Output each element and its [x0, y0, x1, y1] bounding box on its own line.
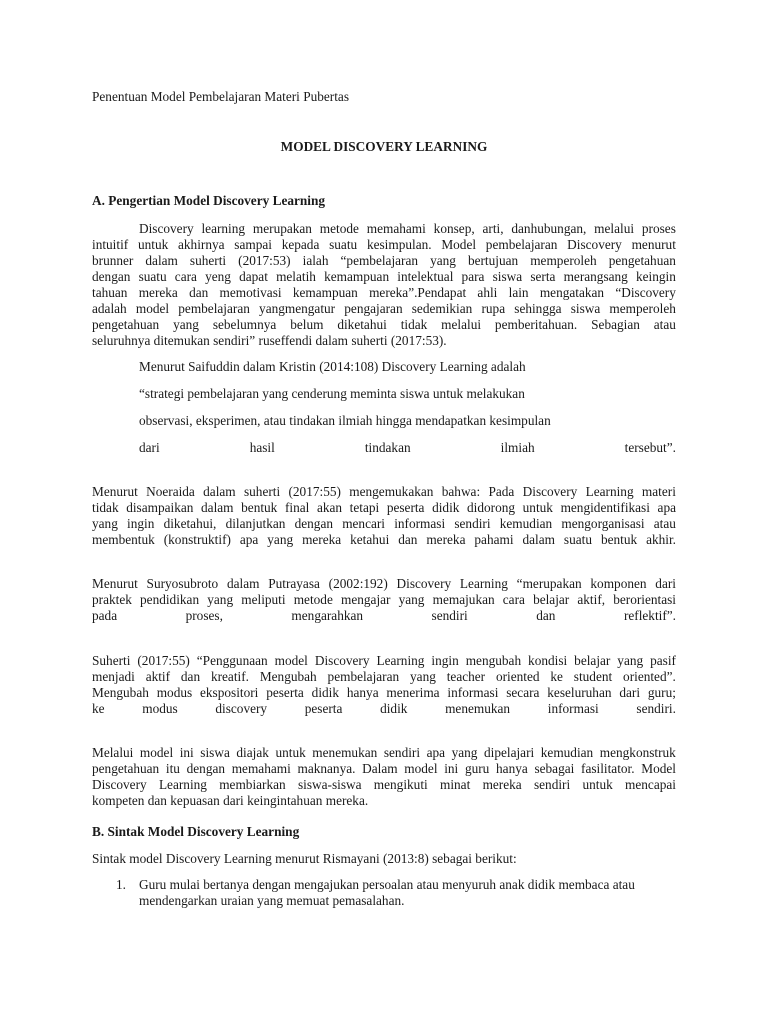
word: belajar: [533, 592, 570, 607]
word: siswa: [200, 745, 230, 760]
word: menerima: [386, 685, 440, 700]
word: ingin: [431, 653, 459, 668]
section-a-heading: A. Pengertian Model Discovery Learning: [92, 193, 326, 208]
word: pengetahuan: [608, 253, 676, 268]
word: Discovery: [92, 777, 147, 792]
word: mereka: [482, 777, 522, 792]
para3-line: [92, 576, 676, 592]
word: yang: [430, 253, 456, 268]
word: kesimpulan.: [366, 237, 432, 252]
word: intelektual: [397, 269, 454, 284]
word: Suherti: [92, 653, 131, 668]
word: akhir.: [646, 532, 676, 547]
word: mengorganisasi: [561, 516, 645, 531]
word: sebelumnya: [212, 317, 277, 332]
word: pendidikan: [140, 592, 200, 607]
word: model: [135, 301, 170, 316]
word: tetapi: [349, 500, 380, 515]
word: membentuk: [92, 532, 155, 547]
word: Noeraida: [146, 484, 195, 499]
word: pembelajaran: [327, 669, 400, 684]
word: suatu: [329, 237, 358, 252]
word: melalui: [441, 317, 482, 332]
word: pengetahuan: [92, 761, 160, 776]
word: modus: [156, 685, 193, 700]
word: kondisi: [528, 653, 568, 668]
word: akhirnya: [178, 237, 225, 252]
word: brunner: [92, 253, 134, 268]
word: siswa: [570, 301, 601, 316]
word: para: [461, 269, 485, 284]
word: dalam: [522, 532, 555, 547]
word: sendiri.: [636, 701, 676, 716]
word: model: [404, 761, 438, 776]
word: memahami: [366, 221, 426, 236]
para5-line: [92, 745, 676, 761]
word: menjadi: [92, 669, 135, 684]
word: maknanya.: [297, 761, 356, 776]
word: Discovery: [567, 237, 622, 252]
word: dalam: [226, 576, 260, 591]
word: dari: [139, 440, 160, 455]
word: proses: [641, 221, 676, 236]
word: tidak: [92, 500, 119, 515]
word: mereka: [426, 532, 466, 547]
word: itu: [165, 761, 180, 776]
section-b-intro: Sintak model Discovery Learning menurut Rismayani (2013:8) sebagai berikut:: [92, 851, 517, 866]
word: yang: [207, 592, 234, 607]
word: fasilitator.: [581, 761, 635, 776]
word: Mengubah: [259, 669, 317, 684]
word: akan: [316, 500, 343, 515]
word: mereka”.Pendapat: [369, 285, 467, 300]
word: keingin: [635, 269, 676, 284]
word: merupakan: [252, 221, 312, 236]
word: pahami: [474, 532, 514, 547]
word: dapat: [239, 269, 268, 284]
word: kemampuan: [292, 285, 358, 300]
para1-line: [92, 285, 676, 301]
word: Melalui: [92, 745, 134, 760]
word: didik: [432, 500, 460, 515]
word: kemampuan: [324, 269, 390, 284]
word: bentuk: [600, 532, 638, 547]
word: Putrayasa: [268, 576, 320, 591]
word: berorientasi: [613, 592, 676, 607]
word: pembelajaran: [485, 237, 558, 252]
word: dari: [619, 685, 641, 700]
word: ketahui: [350, 532, 390, 547]
word: komponen: [590, 576, 647, 591]
word: suherti: [243, 484, 281, 499]
word: (2017:53): [238, 253, 291, 268]
word: menemukan: [312, 745, 378, 760]
document-title: MODEL DISCOVERY LEARNING: [280, 139, 488, 154]
word: dalam: [203, 484, 236, 499]
word: sendiri: [454, 516, 491, 531]
word: minat: [439, 777, 471, 792]
word: sebagai: [534, 761, 575, 776]
word: siswa-siswa: [297, 777, 362, 792]
word: intuitif: [92, 237, 129, 252]
word: informasi: [547, 701, 599, 716]
word: ke: [550, 669, 563, 684]
word: guru: [464, 761, 490, 776]
word: discovery: [215, 701, 268, 716]
quote-line: “strategi pembelajaran yang cenderung meminta siswa untuk melakukan: [139, 386, 525, 401]
word: sedemikian: [411, 301, 473, 316]
word: cara: [174, 269, 197, 284]
word: mengatakan: [539, 285, 605, 300]
word: Learning: [376, 653, 425, 668]
word: mengubah: [465, 653, 522, 668]
para1-line: [92, 269, 676, 285]
word: keseluruhan: [547, 685, 612, 700]
word: oriented”.: [623, 669, 676, 684]
word: teacher: [446, 669, 486, 684]
para1-line: [92, 317, 676, 333]
word: yangmengatur: [259, 301, 336, 316]
quote-line: Menurut Saifuddin dalam Kristin (2014:108) Discovery Learning adalah: [139, 359, 526, 374]
word: mengajar: [341, 592, 391, 607]
word: Dalam: [362, 761, 398, 776]
para4-line: [92, 685, 676, 701]
word: tidak: [400, 317, 428, 332]
word: rupa: [481, 301, 506, 316]
word: praktek: [92, 592, 132, 607]
word: dari: [655, 576, 676, 591]
word: hanya: [346, 685, 379, 700]
list-item-line: Guru mulai bertanya dengan mengajukan persoalan atau menyuruh anak didik membaca atau: [139, 877, 635, 892]
word: metode: [293, 592, 333, 607]
para3-line: [92, 592, 676, 608]
word: yang: [92, 516, 118, 531]
word: ekspositori: [200, 685, 259, 700]
word: Learning: [158, 777, 207, 792]
word: dan: [189, 285, 209, 300]
word: apa: [657, 500, 676, 515]
word: didik: [380, 701, 408, 716]
word: modus: [142, 701, 178, 716]
word: dilanjutkan: [225, 516, 286, 531]
para5-line: [92, 777, 676, 793]
word: ahli: [477, 285, 498, 300]
word: learning: [201, 221, 246, 236]
word: model: [139, 745, 174, 760]
word: arti,: [482, 221, 504, 236]
quote-line: observasi, eksperimen, atau tindakan ilmiah hingga mendapatkan kesimpulan: [139, 413, 551, 428]
word: belajar: [574, 653, 611, 668]
word: belum: [290, 317, 324, 332]
word: untuk: [137, 237, 169, 252]
word: kemudian: [540, 745, 594, 760]
word: serta: [530, 269, 556, 284]
word: pengajaran: [344, 301, 403, 316]
para1-line: [92, 237, 676, 253]
word: final: [284, 500, 310, 515]
word: memperoleh: [530, 253, 597, 268]
word: melatih: [276, 269, 316, 284]
word: secara: [506, 685, 540, 700]
para1-line: [139, 221, 676, 237]
word: atau: [653, 317, 676, 332]
word: mencapai: [625, 777, 676, 792]
word: yang: [173, 317, 199, 332]
word: dengan: [186, 761, 226, 776]
word: diketahui,: [163, 516, 217, 531]
word: apa: [239, 532, 259, 547]
word: ilmiah: [500, 440, 535, 455]
word: Learning: [585, 484, 634, 499]
word: meliputi: [241, 592, 286, 607]
word: (2017:55): [288, 484, 341, 499]
word: pasif: [650, 653, 676, 668]
word: ingin: [127, 516, 155, 531]
word: materi: [641, 484, 676, 499]
word: disampaikan: [126, 500, 194, 515]
word: untuk: [275, 745, 306, 760]
word: peserta: [386, 500, 425, 515]
word: aktif,: [577, 592, 606, 607]
list-item-number: 1.: [116, 877, 126, 892]
word: proses,: [185, 608, 223, 623]
word: oriented: [495, 669, 540, 684]
word: Mengubah: [92, 685, 149, 700]
word: “pembelajaran: [340, 253, 419, 268]
word: yang: [410, 669, 436, 684]
word: yang: [617, 653, 644, 668]
para1-line: [92, 301, 676, 317]
word: untuk: [582, 777, 613, 792]
word: menemukan: [445, 701, 511, 716]
word: dipelajari: [484, 745, 535, 760]
word: memotivasi: [219, 285, 282, 300]
word: Discovery: [396, 576, 452, 591]
word: diajak: [236, 745, 269, 760]
para5-line: kompeten dan kepuasan dari keingintahuan mereka.: [92, 793, 369, 808]
word: sendiri: [533, 777, 571, 792]
word: mereka: [302, 532, 342, 547]
word: mereka: [138, 285, 178, 300]
word: didik: [311, 685, 340, 700]
para2-line: [92, 532, 676, 548]
word: sendiri: [431, 608, 468, 623]
word: untuk: [522, 500, 553, 515]
word: bahwa:: [441, 484, 481, 499]
word: hanya: [496, 761, 528, 776]
word: student: [573, 669, 613, 684]
word: bertujuan: [467, 253, 519, 268]
word: dan: [180, 669, 201, 684]
word: dan: [536, 608, 556, 623]
word: Learning: [459, 576, 508, 591]
word: “merupakan: [516, 576, 582, 591]
word: melalui: [594, 221, 635, 236]
word: yang: [398, 592, 425, 607]
word: ialah: [302, 253, 329, 268]
word: informasi: [394, 516, 446, 531]
word: Sebagian: [591, 317, 640, 332]
word: reflektif”.: [623, 608, 676, 623]
word: ke: [92, 701, 105, 716]
word: Pada: [488, 484, 515, 499]
word: mencari: [342, 516, 386, 531]
word: mengemukakan: [349, 484, 434, 499]
word: hasil: [249, 440, 275, 455]
word: dengan: [92, 269, 131, 284]
para5-line: [92, 761, 676, 777]
word: Discovery: [139, 221, 194, 236]
word: suherti: [189, 253, 227, 268]
word: mengarahkan: [291, 608, 364, 623]
word: memajukan: [432, 592, 495, 607]
word: merangsang: [563, 269, 628, 284]
para4-line: [92, 669, 676, 685]
word: suatu: [563, 532, 592, 547]
word: cara: [502, 592, 525, 607]
word: konsep,: [433, 221, 475, 236]
para4-line: [92, 653, 676, 669]
word: “Discovery: [615, 285, 676, 300]
word: menurut: [631, 237, 676, 252]
word: guru;: [647, 685, 676, 700]
word: model: [274, 653, 308, 668]
word: bentuk: [241, 500, 278, 515]
word: aktif: [145, 669, 171, 684]
word: tindakan: [364, 440, 411, 455]
word: tahuan: [92, 285, 128, 300]
word: lain: [508, 285, 529, 300]
word: dalam: [201, 500, 234, 515]
word: sampai: [234, 237, 272, 252]
word: mengikuti: [373, 777, 428, 792]
list-item-line: mendengarkan uraian yang memuat pemasalahan.: [139, 893, 405, 908]
word: apa: [426, 745, 446, 760]
word: kemudian: [499, 516, 553, 531]
word: mengkonstruk: [599, 745, 676, 760]
para1-line: [92, 253, 676, 269]
word: metode: [319, 221, 359, 236]
word: dalam: [145, 253, 178, 268]
word: dan: [398, 532, 418, 547]
para2-line: [92, 484, 676, 500]
word: didorong: [467, 500, 516, 515]
word: Suryosubroto: [146, 576, 219, 591]
word: memperoleh: [609, 301, 676, 316]
word: tersebut”.: [624, 440, 676, 455]
document-header: Penentuan Model Pembelajaran Materi Pubertas: [92, 89, 349, 104]
word: Menurut: [92, 576, 138, 591]
para2-line: [92, 516, 676, 532]
word: sehingga: [514, 301, 562, 316]
word: pemberitahuan.: [494, 317, 578, 332]
word: yang: [267, 532, 294, 547]
para2-line: [92, 500, 676, 516]
word: sendiri: [383, 745, 421, 760]
word: (2017:55): [137, 653, 190, 668]
word: suatu: [138, 269, 167, 284]
word: Discovery: [314, 653, 370, 668]
para4-line: [92, 701, 676, 717]
word: (konstruktif): [163, 532, 231, 547]
word: memahami: [231, 761, 291, 776]
word: pengetahuan: [92, 317, 160, 332]
word: atau: [653, 516, 676, 531]
word: diketahui: [337, 317, 387, 332]
word: Discovery: [522, 484, 578, 499]
word: ini: [444, 761, 459, 776]
word: membiarkan: [219, 777, 286, 792]
word: Menurut: [92, 484, 138, 499]
word: adalah: [92, 301, 127, 316]
word: danhubungan,: [511, 221, 587, 236]
word: informasi: [447, 685, 499, 700]
section-b-heading: B. Sintak Model Discovery Learning: [92, 824, 300, 839]
word: peserta: [304, 701, 343, 716]
word: ini: [179, 745, 194, 760]
word: kreatif.: [210, 669, 249, 684]
word: pembelajaran: [178, 301, 250, 316]
word: peserta: [266, 685, 304, 700]
para1-line: seluruhnya ditemukan sendiri” ruseffendi dalam suherti (2017:53).: [92, 333, 447, 348]
word: dengan: [294, 516, 333, 531]
word: pada: [92, 608, 118, 623]
word: mengidentifikasi: [560, 500, 650, 515]
word: kepada: [281, 237, 320, 252]
word: Model: [441, 237, 477, 252]
para3-line: [92, 608, 676, 624]
word: siswa: [492, 269, 523, 284]
quote-line: [139, 440, 676, 456]
word: yang: [451, 745, 478, 760]
word: “Penggunaan: [196, 653, 268, 668]
word: (2002:192): [328, 576, 388, 591]
word: yeng: [205, 269, 231, 284]
word: Model: [641, 761, 676, 776]
